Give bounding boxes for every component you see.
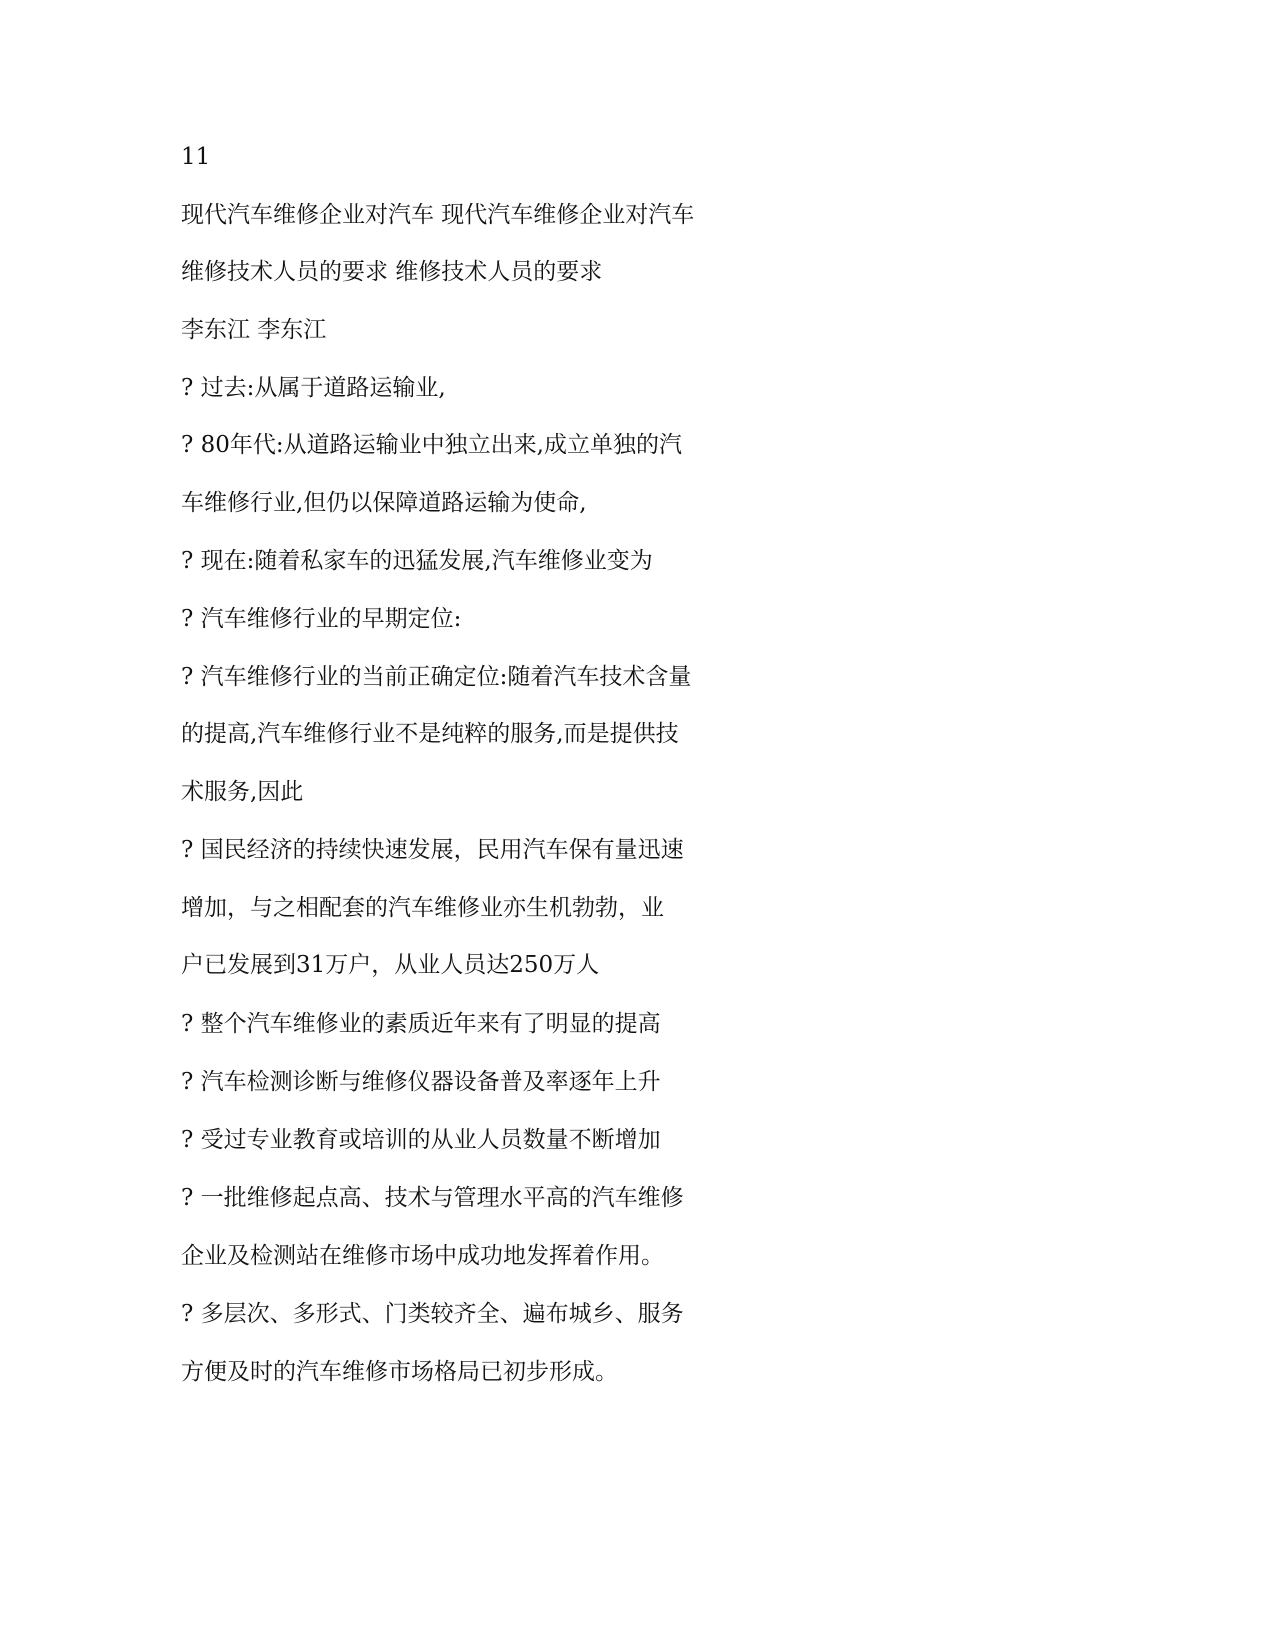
body-line: ? 国民经济的持续快速发展，民用汽车保有量迅速 xyxy=(181,837,684,863)
body-line: ? 汽车检测诊断与维修仪器设备普及率逐年上升 xyxy=(181,1069,661,1095)
body-line: ? 汽车维修行业的早期定位: xyxy=(181,606,462,632)
body-line: ? 整个汽车维修业的素质近年来有了明显的提高 xyxy=(181,1011,661,1037)
body-line: ? 过去:从属于道路运输业, xyxy=(181,375,446,401)
body-line: ? 现在:随着私家车的迅猛发展,汽车维修业变为 xyxy=(181,548,653,574)
body-line: ? 多层次、多形式、门类较齐全、遍布城乡、服务 xyxy=(181,1301,684,1327)
body-line: ? 受过专业教育或培训的从业人员数量不断增加 xyxy=(181,1127,661,1153)
body-line: ? 一批维修起点高、技术与管理水平高的汽车维修 xyxy=(181,1185,684,1211)
body-line: 增加，与之相配套的汽车维修业亦生机勃勃，业 xyxy=(181,895,664,921)
body-line: 车维修行业,但仍以保障道路运输为使命, xyxy=(181,490,587,516)
page-number: 11 xyxy=(181,144,211,170)
body-line: 术服务,因此 xyxy=(181,779,304,805)
title-line-1: 现代汽车维修企业对汽车 现代汽车维修企业对汽车 xyxy=(181,202,695,228)
body-line: 企业及检测站在维修市场中成功地发挥着作用。 xyxy=(181,1243,664,1269)
body-line: 的提高,汽车维修行业不是纯粹的服务,而是提供技 xyxy=(181,721,679,747)
body-line: 方便及时的汽车维修市场格局已初步形成。 xyxy=(181,1359,618,1385)
author-line: 李东江 李东江 xyxy=(181,317,327,343)
title-line-2: 维修技术人员的要求 维修技术人员的要求 xyxy=(181,259,603,285)
body-line: ? 80年代:从道路运输业中独立出来,成立单独的汽 xyxy=(181,432,682,458)
body-line: 户已发展到31万户，从业人员达250万人 xyxy=(181,952,600,978)
body-line: ? 汽车维修行业的当前正确定位:随着汽车技术含量 xyxy=(181,664,692,690)
